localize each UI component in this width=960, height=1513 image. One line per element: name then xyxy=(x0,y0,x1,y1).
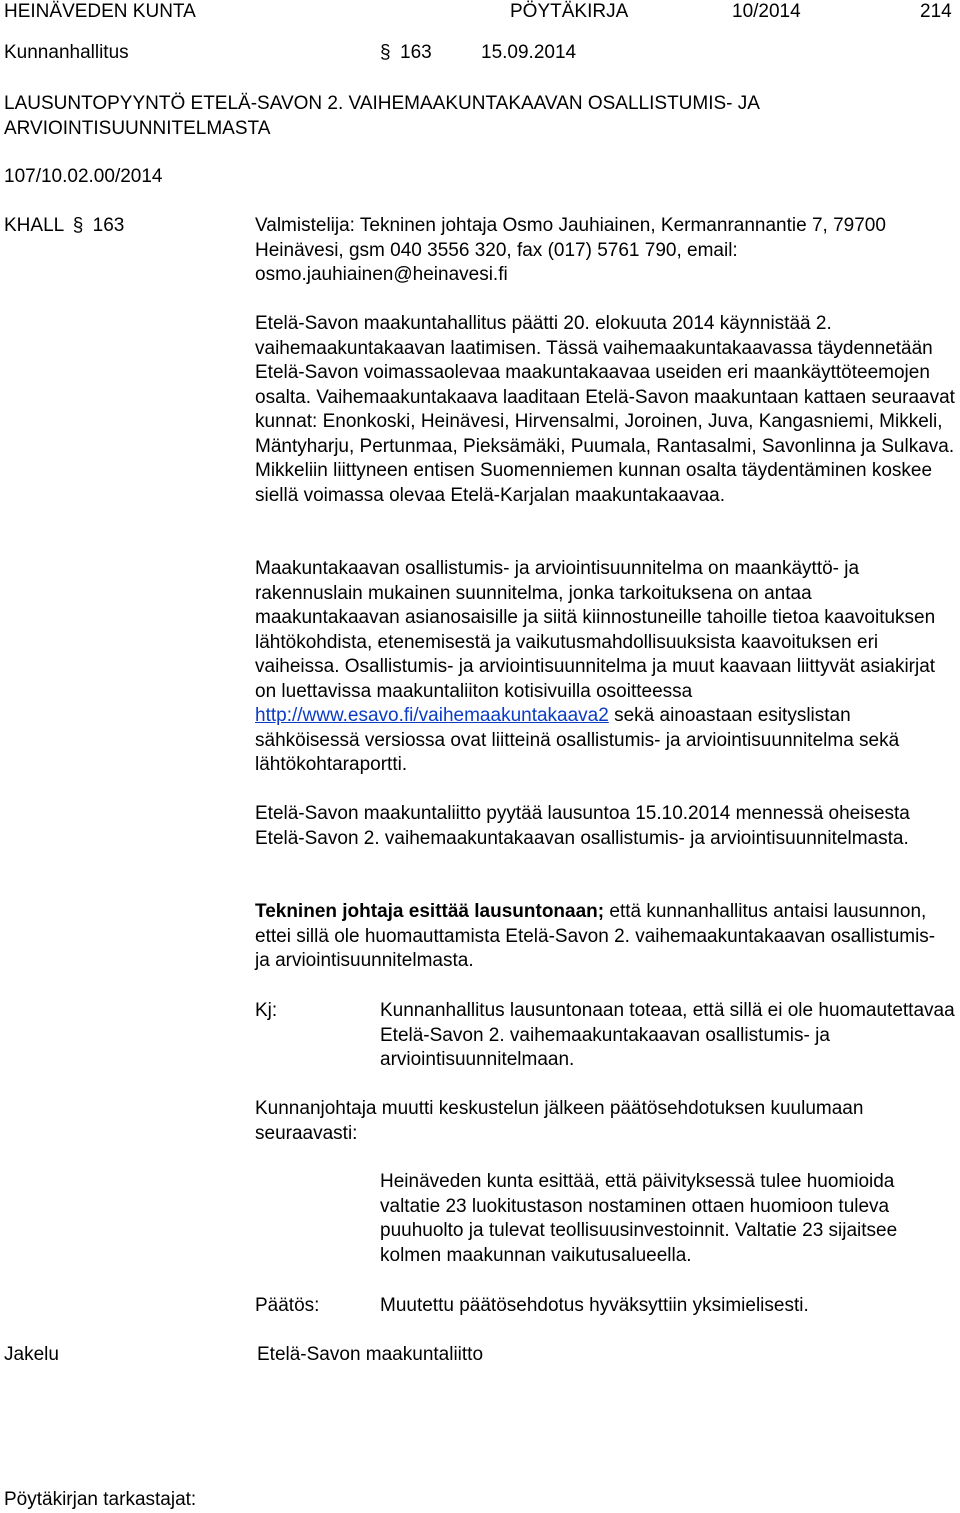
header-section-number: 163 xyxy=(400,42,432,63)
document-title-line-2: ARVIOINTISUUNNITELMASTA xyxy=(4,118,271,139)
section-label-number: 163 xyxy=(92,215,125,236)
proposal-lead: Tekninen johtaja esittää lausuntonaan; xyxy=(255,901,605,922)
paragraph-background: Etelä-Savon maakuntahallitus päätti 20. elokuuta 2014 käynnistää 2. vaihemaakuntakaavan laatimisen. Tässä vaihemaakuntakaavassa täydennetään Etelä-Savon voimassaolevaa maakuntakaavaa useiden eri maankäyttöteemojen osalta. Vaihemaakuntakaava laaditaan Etelä-Savon maakuntaan kattaen seuraavat kunnat: Enonkoski, Heinävesi, Hirvensalmi, Joroinen, Juva, Kangasniemi, Mikkeli, Mäntyharju, Pertunmaa, Pieksämäki, Puumala, Rantasalmi, Savonlinna ja Sulkava. Mikkeliin liittyneen entisen Suomenniemen kunnan osalta täydentäminen koskee siellä voimassa olevaa Etelä-Karjalan maakuntakaavaa. xyxy=(255,313,955,506)
section-label-text: KHALL xyxy=(4,215,64,236)
section-label xyxy=(4,214,124,239)
distribution-label: Jakelu xyxy=(4,1344,59,1365)
decision-text: Muutettu päätösehdotus hyväksyttiin yksimielisesti. xyxy=(380,1295,809,1316)
reference-number: 107/10.02.00/2014 xyxy=(4,166,163,187)
preparer-info: Valmistelija: Tekninen johtaja Osmo Jauhiainen, Kermanrannantie 7, 79700 Heinävesi, gsm 040 3556 320, fax (017) 5761 790, email: osmo.jauhiainen@heinavesi.fi xyxy=(255,215,886,285)
page-number: 214 xyxy=(920,1,952,22)
paragraph-plan-text-end: sekä ainoastaan esityslistan sähköisessä versiossa ovat liitteinä osallistumis- ja arviointisuunnitelma sekä lähtökohtaraportti. xyxy=(255,705,900,775)
paragraph-statement-request: Etelä-Savon maakuntaliitto pyytää lausuntoa 15.10.2014 mennessä oheisesta Etelä-Savon 2. vaihemaakuntakaavan osallistumis- ja arviointisuunnitelmasta. xyxy=(255,803,910,849)
document-number: 10/2014 xyxy=(732,1,801,22)
section-symbol: § xyxy=(380,42,391,63)
paragraph-proposal xyxy=(255,900,955,974)
meeting-date: 15.09.2014 xyxy=(481,42,577,63)
document-type: PÖYTÄKIRJA xyxy=(510,1,629,22)
paragraph-amendment-intro: Kunnanjohtaja muutti keskustelun jälkeen päätösehdotuksen kuulumaan seuraavasti: xyxy=(255,1098,864,1144)
proposal-text: että kunnanhallitus antaisi lausunnon, ettei sillä ole huomauttamista Etelä-Savon 2. vaihemaakuntakaavan osallistumis- ja arviointisuunnitelmasta. xyxy=(255,901,936,971)
kj-label: Kj: xyxy=(255,1000,278,1021)
paragraph-plan-text-start: Maakuntakaavan osallistumis- ja arviointisuunnitelma on maankäyttö- ja rakennuslain mukainen suunnitelma, jonka tarkoituksena on antaa maakuntakaavan asianosaisille ja siitä kiinnostuneille tahoille tietoa kaavoituksen lähtökohdista, etenemisestä ja vaikutusmahdollisuuksista kaavoituksen eri vaiheissa. Osallistumis- ja arviointisuunnitelma ja muut kaavaan liittyvät asiakirjat on luettavissa maakuntaliiton kotisivuilla osoitteessa xyxy=(255,558,936,702)
meeting-body: Kunnanhallitus xyxy=(4,42,129,63)
paragraph-plan-description xyxy=(255,557,955,778)
section-label-symbol: § xyxy=(72,215,84,236)
plan-website-link[interactable]: http://www.esavo.fi/vaihemaakuntakaava2 xyxy=(255,705,609,726)
amended-proposal: Heinäveden kunta esittää, että päivityksessä tulee huomioida valtatie 23 luokitustason nostaminen ottaen huomioon tuleva puuhuolto ja tulevat teollisuusinvestoinnit. Valtatie 23 sijaitsee kolmen maakunnan vaikutusalueella. xyxy=(380,1171,898,1266)
distribution-recipient: Etelä-Savon maakuntaliitto xyxy=(257,1344,484,1365)
decision-label: Päätös: xyxy=(255,1295,320,1316)
kj-proposal: Kunnanhallitus lausuntonaan toteaa, että sillä ei ole huomautettavaa Etelä-Savon 2. vaihemaakuntakaavan osallistumis- ja arviointisuunnitelmaan. xyxy=(380,1000,955,1070)
document-title-line-1: LAUSUNTOPYYNTÖ ETELÄ-SAVON 2. VAIHEMAAKUNTAKAAVAN OSALLISTUMIS- JA xyxy=(4,93,760,114)
organization-name: HEINÄVEDEN KUNTA xyxy=(4,1,196,22)
minutes-reviewers-label: Pöytäkirjan tarkastajat: xyxy=(4,1489,197,1510)
